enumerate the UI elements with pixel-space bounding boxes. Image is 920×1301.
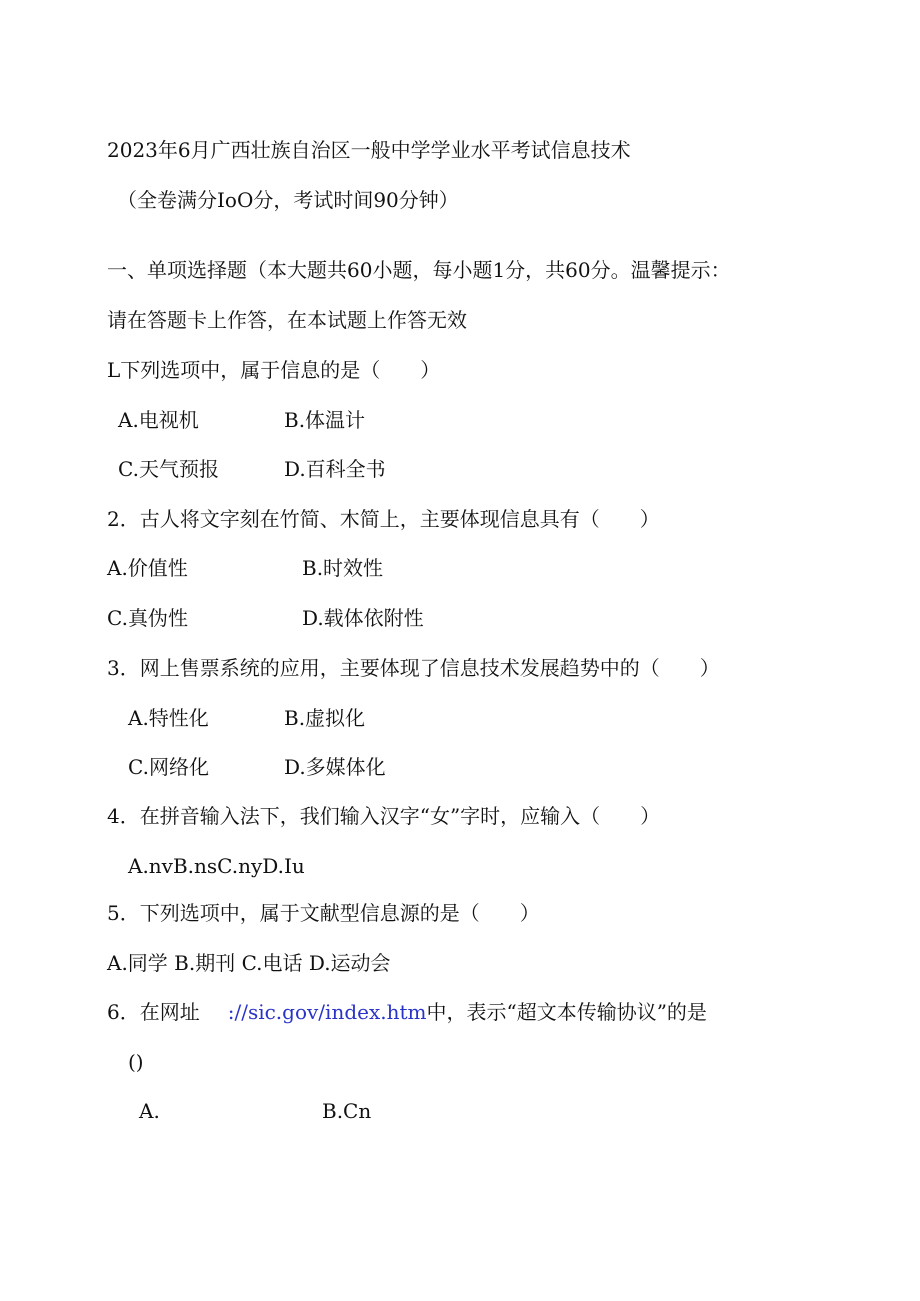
question-stem: 4．在拼音输入法下，我们输入汉字“女”字时，应输入（ ） bbox=[107, 804, 661, 828]
option: C.网络化 bbox=[128, 755, 209, 779]
option: A.电视机 bbox=[118, 408, 199, 432]
option: A. bbox=[139, 1099, 160, 1123]
section-heading: 一、单项选择题（本大题共60小题，每小题1分，共60分。温馨提示： bbox=[107, 258, 731, 282]
url-link[interactable]: ://sic.gov/index.htm bbox=[227, 1000, 427, 1024]
answer-blank: () bbox=[128, 1050, 144, 1074]
option: D.多媒体化 bbox=[284, 755, 386, 779]
option: C.天气预报 bbox=[118, 457, 219, 481]
document-title: 2023年6月广西壮族自治区一般中学学业水平考试信息技术 bbox=[107, 138, 631, 162]
question-stem: 5．下列选项中，属于文献型信息源的是（ ） bbox=[107, 901, 540, 925]
stem-suffix: 中，表示“超文本传输协议”的是 bbox=[426, 1000, 707, 1024]
option: A.价值性 bbox=[107, 556, 188, 580]
options-line: A.nvB.nsC.nyD.Iu bbox=[128, 854, 305, 878]
document-subtitle: （全卷满分IoO分，考试时间90分钟） bbox=[117, 188, 459, 212]
option: B.Cn bbox=[322, 1099, 372, 1123]
stem-prefix: 6．在网址 bbox=[107, 1000, 200, 1024]
options-line: A.同学 B.期刊 C.电话 D.运动会 bbox=[107, 951, 391, 975]
option: B.时效性 bbox=[302, 556, 384, 580]
option: B.体温计 bbox=[284, 408, 366, 432]
option: D.载体依附性 bbox=[302, 606, 424, 630]
option: A.特性化 bbox=[128, 706, 209, 730]
option: B.虚拟化 bbox=[284, 706, 366, 730]
option: D.百科全书 bbox=[284, 457, 386, 481]
option: C.真伪性 bbox=[107, 606, 188, 630]
question-stem: 3．网上售票系统的应用，主要体现了信息技术发展趋势中的（ ） bbox=[107, 656, 720, 680]
question-stem bbox=[107, 999, 707, 1025]
section-note: 请在答题卡上作答，在本试题上作答无效 bbox=[107, 308, 467, 332]
question-stem: 2．古人将文字刻在竹简、木简上，主要体现信息具有（ ） bbox=[107, 507, 660, 531]
question-stem: L下列选项中，属于信息的是（ ） bbox=[107, 358, 441, 382]
